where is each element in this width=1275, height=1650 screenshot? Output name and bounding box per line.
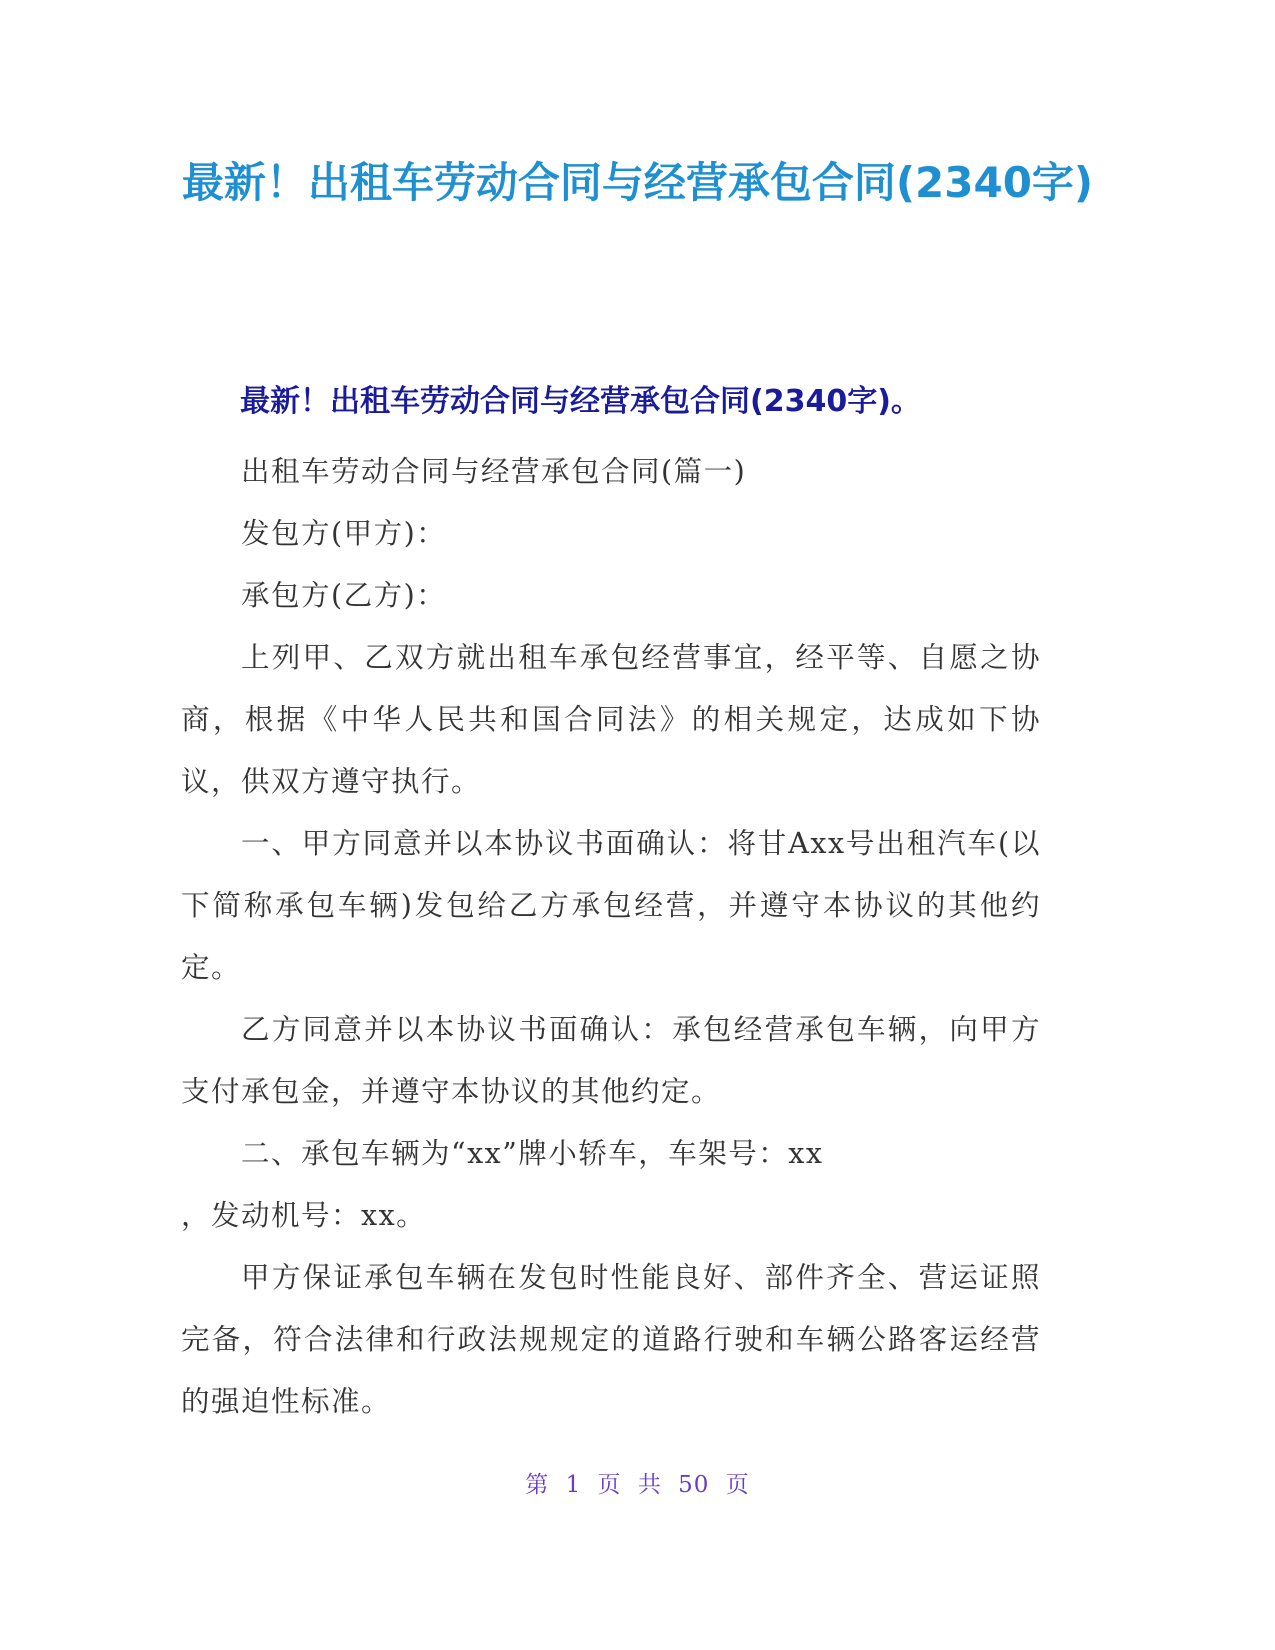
paragraph-clause-2: 二、承包车辆为“xx”牌小轿车，车架号：xx: [241, 1137, 824, 1170]
document-title: 最新！出租车劳动合同与经营承包合同(2340字): [181, 158, 1094, 207]
paragraph-vehicle-guarantee: 甲方保证承包车辆在发包时性能良好、部件齐全、营运证照完备，符合法律和行政法规规定的道路行驶和车辆公路客运经营的强迫性标准。: [181, 1261, 1041, 1418]
footer-total-pages: 50: [678, 1472, 710, 1498]
paragraph-party-a: 发包方(甲方)：: [241, 517, 447, 550]
paragraph-clause-1: 一、甲方同意并以本协议书面确认：将甘Axx号出租汽车(以下简称承包车辆)发包给乙方承包经营，并遵守本协议的其他约定。: [181, 827, 1041, 984]
paragraph-clause-1-party-b: 乙方同意并以本协议书面确认：承包经营承包车辆，向甲方支付承包金，并遵守本协议的其他约定。: [181, 1013, 1041, 1108]
paragraph-contract-heading: 出租车劳动合同与经营承包合同(篇一): [241, 455, 747, 488]
document-body: [181, 441, 1041, 1433]
footer-page-number: 1: [565, 1472, 582, 1498]
footer-total-suffix: 页: [725, 1472, 750, 1498]
footer-total-prefix: 共: [637, 1472, 662, 1498]
page-footer: [0, 1470, 1275, 1500]
footer-page-prefix: 第: [525, 1472, 550, 1498]
paragraph-party-b: 承包方(乙方)：: [241, 579, 447, 612]
document-subtitle: 最新！出租车劳动合同与经营承包合同(2340字)。: [240, 384, 921, 419]
footer-page-mid: 页: [597, 1472, 622, 1498]
paragraph-engine-number: ，发动机号：xx。: [181, 1199, 427, 1232]
paragraph-preamble: 上列甲、乙双方就出租车承包经营事宜，经平等、自愿之协商，根据《中华人民共和国合同法》的相关规定，达成如下协议，供双方遵守执行。: [181, 641, 1041, 798]
